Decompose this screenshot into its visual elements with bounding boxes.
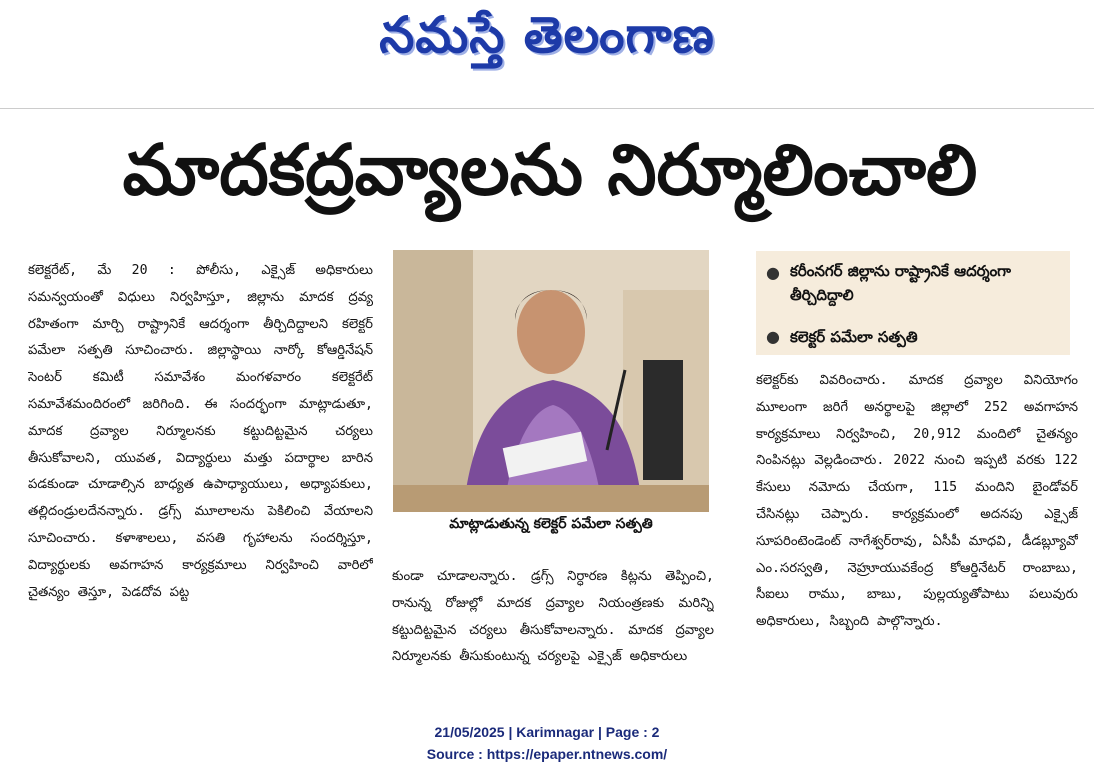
article-photo	[393, 250, 709, 512]
photo-caption: మాట్లాడుతున్న కలెక్టర్ పమేలా సత్పతి	[449, 516, 653, 532]
collector-photo-illustration	[393, 250, 709, 512]
footer-date-edition: 21/05/2025 | Karimnagar | Page : 2	[434, 724, 660, 740]
newspaper-logo-title: నమస్తే తెలంగాణ	[379, 6, 715, 64]
footer-source: Source : https://epaper.ntnews.com/	[426, 746, 668, 762]
article-column-2: కుండా చూడాలన్నారు. డ్రగ్స్ నిర్ధారణ కిట్లను తెప్పించి, రానున్న రోజుల్లో మాదక ద్రవ్యాల నియంత్రణకు మరిన్ని కట్టుదిట్టమైన చర్యలు తీసుకోవాలన్నారు. మాదక ద్రవ్యాల నిర్మూలనకు తీసుకుంటున్న చర్యలపై ఎక్సైజ్ అధికారులు	[392, 569, 714, 665]
bullet-icon: ●	[766, 263, 780, 282]
article-headline: మాదకద్రవ్యాలను నిర్మూలించాలి	[122, 129, 978, 211]
masthead	[0, 0, 1094, 82]
highlight-box: ● కరీంనగర్ జిల్లాను రాష్ట్రానికే ఆదర్శంగా తీర్చిదిద్దాలి ● కలెక్టర్ పమేలా సత్పతి	[756, 251, 1070, 355]
bullet-icon: ●	[766, 327, 780, 346]
article-column-3: కలెక్టర్‌కు వివరించారు. మాదక ద్రవ్యాల వినియోగం మూలంగా జరిగే అనర్థాలపై జిల్లాలో 252 అవగాహన కార్యక్రమాలు నిర్వహించి, 20,912 మందిలో చైతన్యం నింపినట్లు వెల్లడించారు. 2022 నుంచి ఇప్పటి వరకు 122 కేసులు నమోదు చేయగా, 115 మందిని బైండోవర్ చేసినట్లు చెప్పారు. కార్యక్రమంలో అదనపు ఎక్సైజ్ సూపరింటెండెంట్ నాగేశ్వర్‌రావు, ఏసీపీ మాధవి, డీడబ్ల్యూవో ఎం.సరస్వతి, నెహ్రూయువకేంద్ర కోఆర్డినేటర్ రాంబాబు, సీఐలు రాము, బాబు, పుల్లయ్యతోపాటు పలువురు అధికారులు, సిబ్బంది పాల్గొన్నారు.	[756, 373, 1078, 630]
divider	[0, 108, 1094, 109]
article-column-1: కలెక్టరేట్, మే 20 : పోలీసు, ఎక్సైజ్ అధికారులు సమన్వయంతో విధులు నిర్వహిస్తూ, జిల్లాను మాదక ద్రవ్య రహితంగా మార్చి రాష్ట్రానికే ఆదర్శంగా తీర్చిదిద్దాలని కలెక్టర్ పమేలా సత్పతి సూచించారు. జిల్లాస్థాయి నార్కో కోఆర్డినేషన్ సెంటర్ కమిటీ సమావేశం మంగళవారం కలెక్టరేట్ సమావేశమందిరంలో జరిగింది. ఈ సందర్భంగా మాట్లాడుతూ, మాదక ద్రవ్యాల నిర్మూలనకు కట్టుదిట్టమైన చర్యలు తీసుకోవాలని, యువత, విద్యార్థులు మత్తు పదార్థాల బారిన పడకుండా చూడాల్సిన బాధ్యత ఉపాధ్యాయులు, అధ్యాపకులు, తల్లిదండ్రులదేనన్నారు. డ్రగ్స్ మూలాలను పెకిలించి వేయాలని సూచించారు. కళాశాలలు, వసతి గృహాలను సందర్శిస్తూ, విద్యార్థులకు అవగాహన కార్యక్రమాలు నిర్వహించి వారిలో చైతన్యం తెస్తూ, పెడదోవ పట్ట	[28, 263, 373, 600]
